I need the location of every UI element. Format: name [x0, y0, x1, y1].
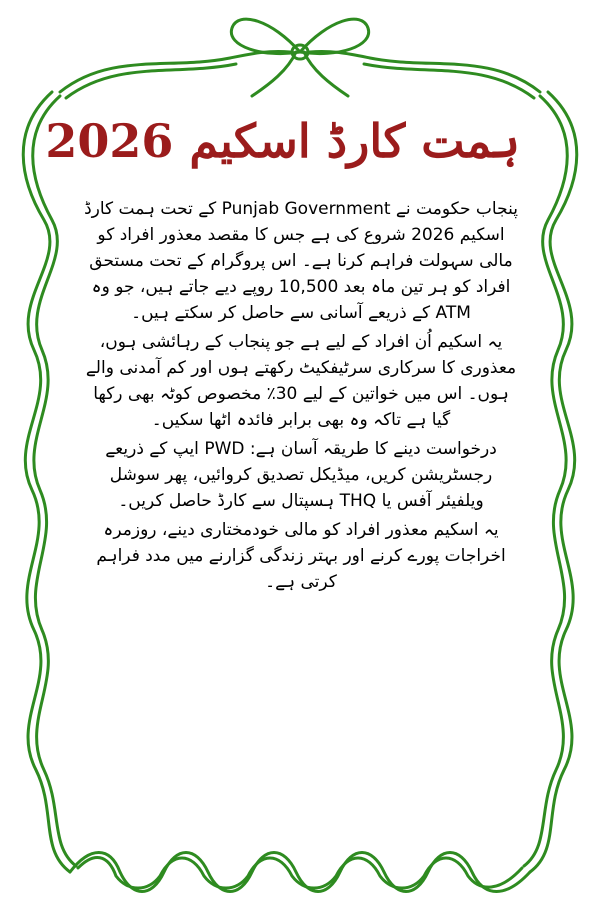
paragraph-conclusion: یہ اسکیم معذور افراد کو مالی خودمختاری دینے، روزمرہ اخراجات پورے کرنے اور بہتر زندگی گزارنے میں مدد فراہم کرتی ہے۔ — [96, 520, 506, 592]
paragraph-eligibility: یہ اسکیم اُن افراد کے لیے ہے جو پنجاب کے رہائشی ہوں، معذوری کا سرکاری سرٹیفکیٹ رکھتے ہوں اور کم آمدنی والے ہوں۔ اس میں خواتین کے لیے 30٪ مخصوص کوٹہ بھی رکھا گیا ہے تاکہ وہ بھی برابر فائدہ اٹھا سکیں۔ — [85, 332, 517, 430]
bow-icon — [231, 19, 368, 96]
top-ribbon — [60, 51, 290, 92]
article-body — [84, 196, 518, 846]
paragraph-application: درخواست دینے کا طریقہ آسان ہے: PWD ایپ کے ذریعے رجسٹریشن کریں، میڈیکل تصدیق کروائیں، پھر سوشل ویلفیئر آفس یا THQ ہسپتال سے کارڈ حاصل کریں۔ — [105, 439, 497, 511]
bottom-ribbon — [70, 853, 530, 892]
paragraph-intro: پنجاب حکومت نے Punjab Government کے تحت ہمت کارڈ اسکیم 2026 شروع کی ہے جس کا مقصد معذور افراد کو مالی سہولت فراہم کرنا ہے۔ اس پروگرام کے تحت مستحق افراد کو ہر تین ماہ بعد 10,500 روپے دیے جاتے ہیں، جو وہ ATM کے ذریعے آسانی سے حاصل کر سکتے ہیں۔ — [84, 199, 518, 323]
page-title: ہمت کارڈ اسکیم 2026 — [45, 114, 520, 168]
